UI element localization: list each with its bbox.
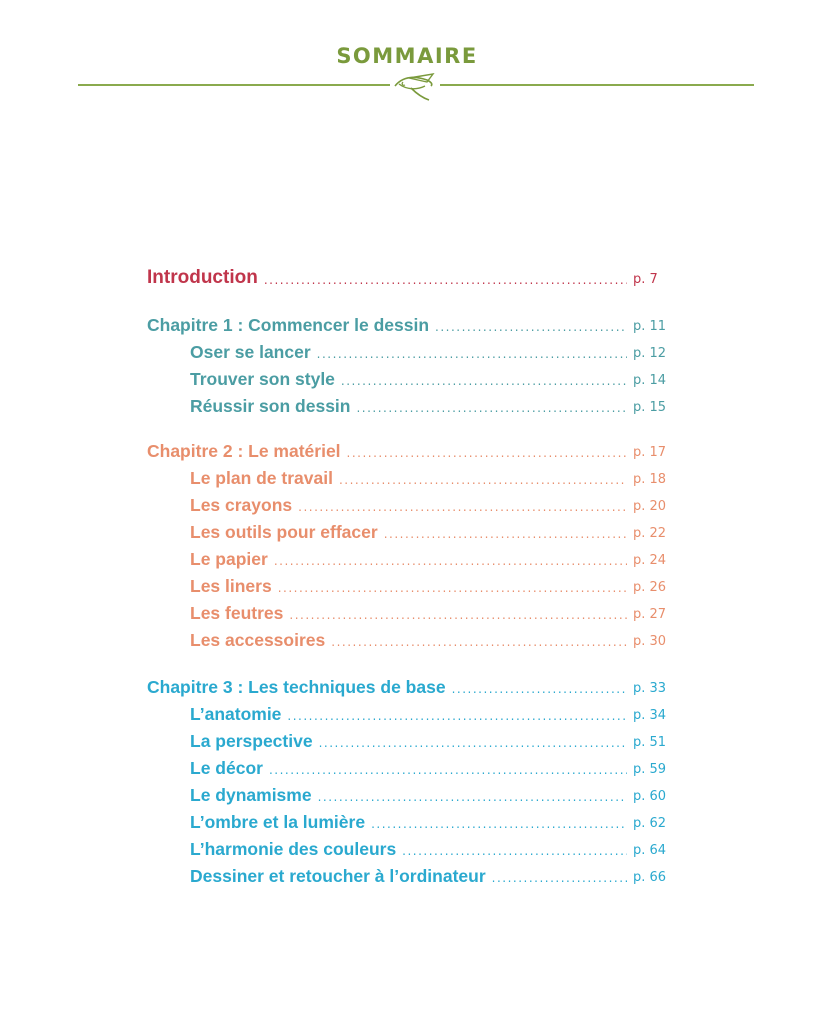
toc-entry-label: Les crayons: [190, 495, 293, 515]
page-number: p. 51: [633, 735, 667, 750]
toc-entry[interactable]: [190, 490, 677, 516]
toc-entry-label: Le papier: [190, 549, 268, 569]
toc-entry[interactable]: [190, 391, 677, 417]
dot-leader: [331, 633, 627, 651]
page-number: p. 12: [633, 346, 667, 361]
toc-entry-label: Chapitre 3 : Les techniques de base: [147, 677, 446, 697]
dot-leader: [356, 399, 627, 417]
toc-entry[interactable]: [190, 834, 677, 860]
dot-leader: [341, 372, 627, 390]
toc-entry[interactable]: [190, 364, 677, 390]
page-number: p. 18: [633, 472, 667, 487]
toc-entry-label: Réussir son dessin: [190, 396, 351, 416]
toc-entry-label: Trouver son style: [190, 369, 335, 389]
page-number: p. 33: [633, 681, 667, 696]
toc-entry-label: Les feutres: [190, 603, 284, 623]
dot-leader: [278, 579, 627, 597]
page-number: p. 14: [633, 373, 667, 388]
page-number: p. 30: [633, 634, 667, 649]
page-number: p. 34: [633, 708, 667, 723]
toc-entry-label: Chapitre 1 : Commencer le dessin: [147, 315, 430, 335]
page-title: SOMMAIRE: [336, 44, 478, 68]
toc-entry[interactable]: [190, 699, 677, 725]
toc-entry-label: Les accessoires: [190, 630, 326, 650]
toc-entry[interactable]: [190, 598, 677, 624]
toc-entry[interactable]: [190, 861, 677, 887]
toc-entry-label: L’ombre et la lumière: [190, 812, 366, 832]
page-number: p. 11: [633, 319, 667, 334]
dot-leader: [435, 318, 627, 336]
dot-leader: [289, 606, 627, 624]
toc-entry-label: L’anatomie: [190, 704, 282, 724]
dot-leader: [269, 761, 627, 779]
page-number: p. 7: [633, 272, 658, 287]
toc-entry[interactable]: [190, 807, 677, 833]
page-number: p. 66: [633, 870, 667, 885]
dot-leader: [264, 271, 627, 289]
toc-entry[interactable]: [190, 463, 677, 489]
page-number: p. 59: [633, 762, 667, 777]
toc-entry-label: L’harmonie des couleurs: [190, 839, 397, 859]
dot-leader: [371, 815, 627, 833]
dot-leader: [319, 734, 627, 752]
page-number: p. 64: [633, 843, 667, 858]
toc-entry-label: Chapitre 2 : Le matériel: [147, 441, 341, 461]
toc-entry-chapter-1[interactable]: [147, 310, 677, 336]
toc-entry-label: La perspective: [190, 731, 313, 751]
page-number: p. 24: [633, 553, 667, 568]
toc-entry[interactable]: [190, 753, 677, 779]
toc-entry-label: Les outils pour effacer: [190, 522, 378, 542]
toc-entry[interactable]: [190, 625, 677, 651]
toc-entry-label: Le dynamisme: [190, 785, 312, 805]
page-number: p. 17: [633, 445, 667, 460]
dot-leader: [298, 498, 627, 516]
toc-entry[interactable]: [190, 571, 677, 597]
dot-leader: [402, 842, 627, 860]
dot-leader: [318, 788, 627, 806]
toc-entry-label: Introduction: [147, 267, 258, 288]
dot-leader: [492, 869, 627, 887]
toc-entry[interactable]: [190, 780, 677, 806]
page-number: p. 27: [633, 607, 667, 622]
dot-leader: [347, 444, 627, 462]
toc-entry[interactable]: [190, 337, 677, 363]
toc-entry-label: Dessiner et retoucher à l’ordinateur: [190, 866, 486, 886]
toc-entry-label: Les liners: [190, 576, 272, 596]
toc-entry-label: Oser se lancer: [190, 342, 311, 362]
dot-leader: [452, 680, 627, 698]
toc-entry-chapter-3[interactable]: [147, 672, 677, 698]
dot-leader: [339, 471, 627, 489]
page-number: p. 22: [633, 526, 667, 541]
toc-entry-chapter-2[interactable]: [147, 436, 677, 462]
dot-leader: [274, 552, 627, 570]
dot-leader: [317, 345, 627, 363]
page-number: p. 26: [633, 580, 667, 595]
dot-leader: [384, 525, 627, 543]
page-number: p. 60: [633, 789, 667, 804]
toc-entry[interactable]: [190, 544, 677, 570]
toc-entry[interactable]: [190, 726, 677, 752]
toc-entry-label: Le décor: [190, 758, 263, 778]
page-number: p. 15: [633, 400, 667, 415]
dot-leader: [287, 707, 627, 725]
toc-entry-label: Le plan de travail: [190, 468, 333, 488]
toc-entry[interactable]: [190, 517, 677, 543]
page-number: p. 62: [633, 816, 667, 831]
toc-entry-introduction[interactable]: [147, 263, 677, 289]
page-number: p. 20: [633, 499, 667, 514]
